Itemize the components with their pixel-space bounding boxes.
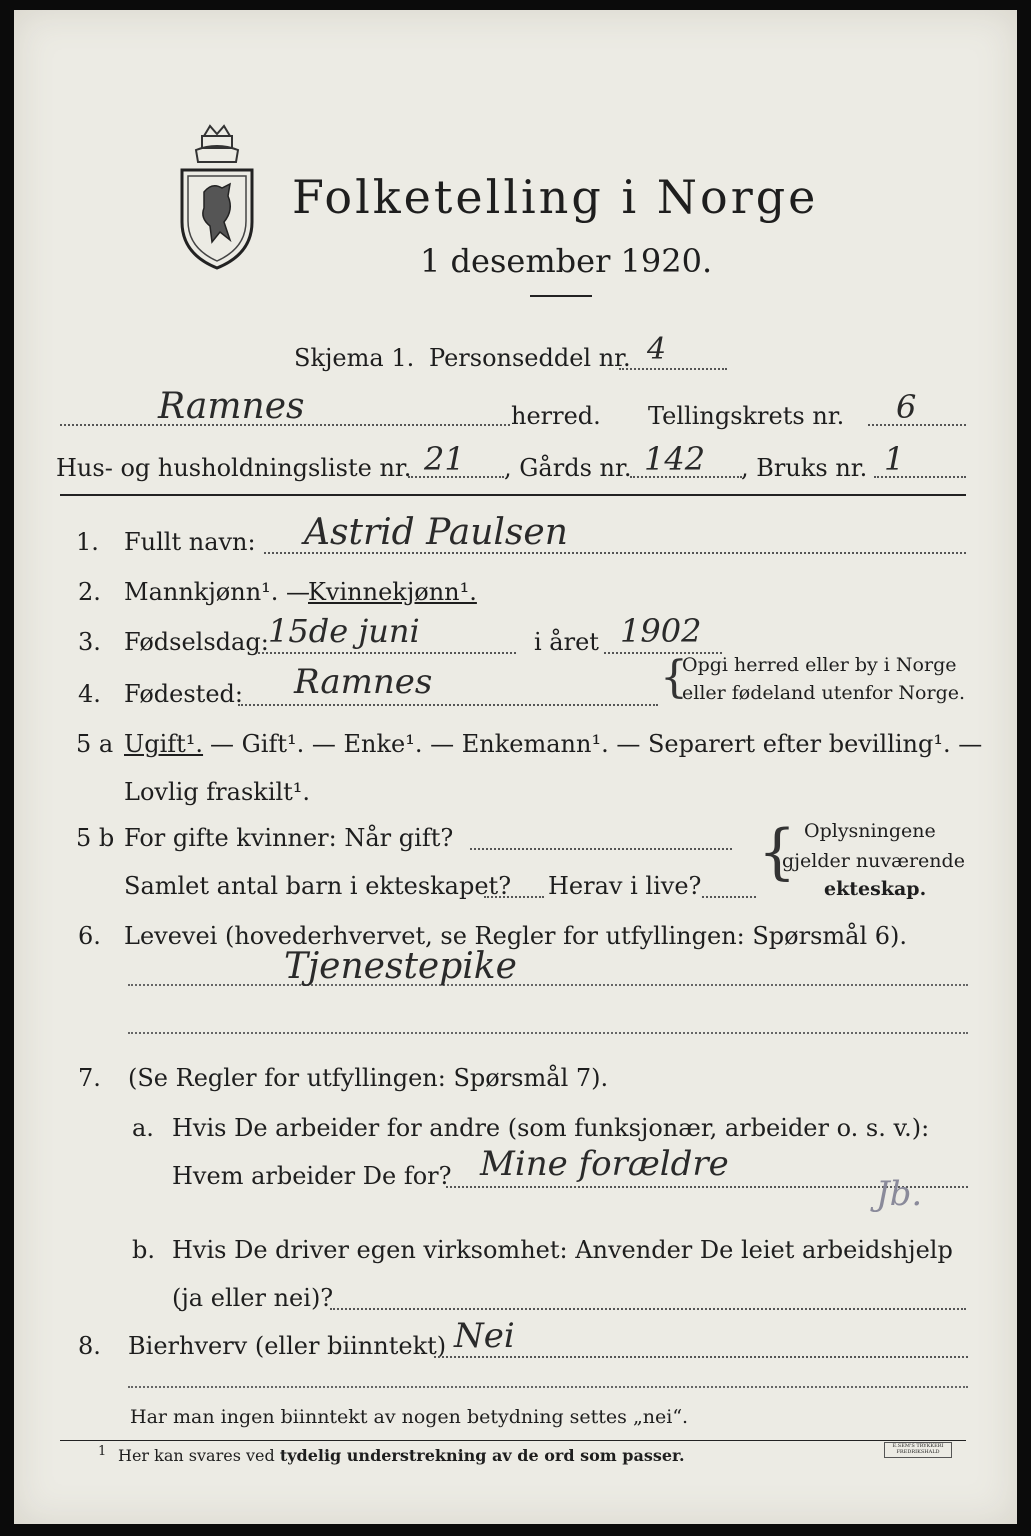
q2-number: 2. <box>78 578 101 606</box>
footnote-text-a: Her kan svares ved <box>118 1446 275 1465</box>
herred-label: herred. <box>511 402 601 430</box>
q3-year-label: i året <box>534 628 599 656</box>
q3-value: 15de juni <box>268 612 420 650</box>
gards-value: 142 <box>644 440 706 478</box>
husliste-value: 21 <box>424 440 465 478</box>
footnote-text-b: tydelig understrekning av de ord som passer. <box>279 1446 685 1465</box>
q4-note-1: Opgi herred eller by i Norge <box>682 654 957 676</box>
q8-field-2[interactable] <box>128 1386 968 1388</box>
q7a-value: Mine forældre <box>480 1144 729 1184</box>
q2-mannkjonn: Mannkjønn¹. — <box>124 578 311 606</box>
printer-stamp-text: E.SEM'S TRYKKERI FREDRIKSHALD <box>892 1443 944 1455</box>
q4-number: 4. <box>78 680 101 708</box>
q5b-label-3: Herav i live? <box>548 872 702 900</box>
q7b-field[interactable] <box>330 1308 966 1310</box>
q5a-number: 5 a <box>76 730 114 758</box>
q8-label: Bierhverv (eller biinntekt) <box>128 1332 447 1360</box>
q5b-field-2[interactable] <box>484 896 544 898</box>
q2-kvinnekjonn: Kvinnekjønn¹. <box>308 578 477 606</box>
q5b-field-3[interactable] <box>702 896 756 898</box>
q6-value: Tjenestepike <box>284 946 517 987</box>
q5b-note-1: Oplysningene <box>804 820 936 842</box>
q7b-line-2: (ja eller nei)? <box>172 1284 334 1312</box>
personseddel-field[interactable] <box>619 368 727 370</box>
q7-label: (Se Regler for utfyllingen: Spørsmål 7). <box>128 1064 609 1092</box>
q6-label: Levevei (hovederhvervet, se Regler for utfyllingen: Spørsmål 6). <box>124 922 908 950</box>
tellingskrets-value: 6 <box>896 388 917 426</box>
q4-note-2: eller fødeland utenfor Norge. <box>682 682 966 704</box>
footnote-text <box>118 1446 685 1465</box>
q1-label: Fullt navn: <box>124 528 256 556</box>
footnote-mark: 1 <box>98 1444 107 1459</box>
q6-field[interactable] <box>128 984 968 986</box>
q5b-field-1[interactable] <box>470 848 732 850</box>
q3-field[interactable] <box>258 652 516 654</box>
q5a-line-2: Lovlig fraskilt¹. <box>124 778 311 806</box>
q5a-options: — Gift¹. — Enke¹. — Enkemann¹. — Separert efter bevilling¹. — <box>210 730 983 758</box>
q3-year-value: 1902 <box>620 612 702 650</box>
page-title: Folketelling i Norge <box>292 170 819 224</box>
q7-number: 7. <box>78 1064 101 1092</box>
q3-number: 3. <box>78 628 101 656</box>
q4-field[interactable] <box>238 704 658 706</box>
q7a-line-2: Hvem arbeider De for? <box>172 1162 452 1190</box>
q4-label: Fødested: <box>124 680 243 708</box>
title-divider <box>530 295 592 297</box>
q7a-line-1: Hvis De arbeider for andre (som funksjonær, arbeider o. s. v.): <box>172 1114 930 1142</box>
bruks-label: , Bruks nr. <box>741 454 868 482</box>
q6-number: 6. <box>78 922 101 950</box>
q5b-label-1: For gifte kvinner: Når gift? <box>124 824 454 852</box>
personseddel-label: Personseddel nr. <box>429 344 631 372</box>
q3-label: Fødselsdag: <box>124 628 269 656</box>
q5b-brace: { <box>758 817 797 887</box>
q4-brace: { <box>660 652 688 703</box>
personseddel-value: 4 <box>647 332 667 367</box>
census-form <box>14 10 1017 1524</box>
husliste-label: Hus- og husholdningsliste nr. <box>56 454 412 482</box>
footer-divider <box>60 1440 966 1441</box>
q1-value: Astrid Paulsen <box>304 512 568 553</box>
q1-number: 1. <box>76 528 99 556</box>
tellingskrets-label: Tellingskrets nr. <box>648 402 845 430</box>
q5b-note-3: ekteskap. <box>824 878 927 900</box>
coat-of-arms-icon <box>174 122 260 272</box>
q5b-note-2: gjelder nuværende <box>782 850 965 872</box>
q8-field[interactable] <box>434 1356 968 1358</box>
q5a-ugift: Ugift¹. <box>124 730 204 758</box>
gards-label: , Gårds nr. <box>504 454 632 482</box>
q6-field-2[interactable] <box>128 1032 968 1034</box>
header-divider <box>60 494 966 496</box>
tellingskrets-field[interactable] <box>868 424 966 426</box>
footer-note: Har man ingen biinntekt av nogen betydning settes „nei“. <box>130 1406 689 1428</box>
q4-value: Ramnes <box>294 662 433 702</box>
skjema-label: Skjema 1. <box>294 344 415 372</box>
printer-stamp <box>884 1442 952 1458</box>
q7a-mark: Jb. <box>876 1174 923 1214</box>
q7a-letter: a. <box>132 1114 154 1142</box>
q5b-number: 5 b <box>76 824 115 852</box>
q8-value: Nei <box>454 1316 515 1356</box>
q8-number: 8. <box>78 1332 101 1360</box>
q7b-letter: b. <box>132 1236 155 1264</box>
q7b-line-1: Hvis De driver egen virksomhet: Anvender De leiet arbeidshjelp <box>172 1236 953 1264</box>
q5b-label-2: Samlet antal barn i ekteskapet? <box>124 872 512 900</box>
bruks-value: 1 <box>884 440 905 478</box>
census-date: 1 desember 1920. <box>420 242 713 280</box>
herred-value: Ramnes <box>158 386 305 427</box>
